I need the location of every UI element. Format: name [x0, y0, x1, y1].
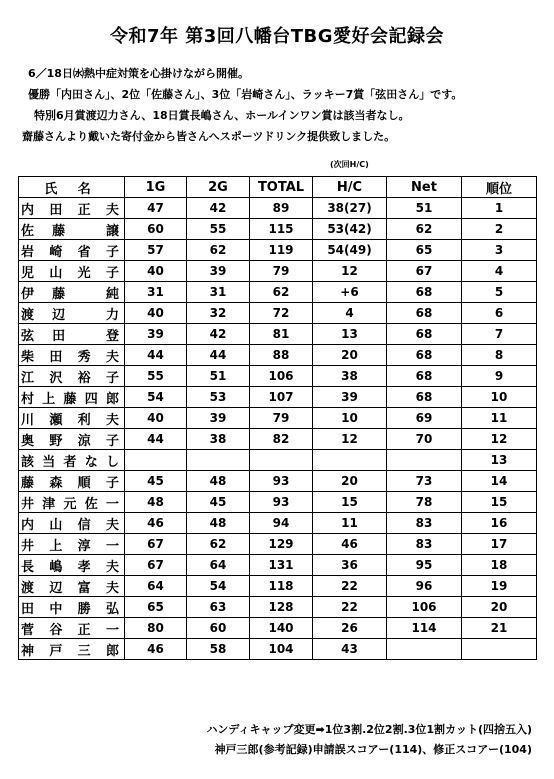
player-name-cell: 弦田 登 [19, 324, 125, 345]
score-total-cell: 62 [250, 282, 313, 303]
score-1g-cell: 31 [125, 282, 187, 303]
player-name-cell: 児山光子 [19, 261, 125, 282]
score-total-cell: 119 [250, 240, 313, 261]
net-score-cell: 78 [387, 492, 462, 513]
table-row [19, 471, 537, 492]
handicap-cell: 12 [313, 429, 387, 450]
score-2g-cell: 62 [187, 534, 250, 555]
note-line: 特別6月賞渡辺力さん、18日賞長嶋さん、ホールインワン賞は該当者なし。 [34, 109, 410, 122]
score-2g-cell: 38 [187, 429, 250, 450]
score-total-cell [250, 450, 313, 471]
rank-cell: 9 [462, 366, 537, 387]
table-row [19, 555, 537, 576]
table-header-row [19, 177, 537, 198]
score-1g-cell: 40 [125, 303, 187, 324]
player-name-cell: 内山信夫 [19, 513, 125, 534]
table-row [19, 261, 537, 282]
score-1g-cell: 67 [125, 534, 187, 555]
player-name-cell: 柴田秀夫 [19, 345, 125, 366]
header-total: TOTAL [250, 177, 313, 198]
score-1g-cell: 40 [125, 408, 187, 429]
player-name-cell: 菅谷正一 [19, 618, 125, 639]
table-row [19, 198, 537, 219]
player-name-cell: 田中勝弘 [19, 597, 125, 618]
note-line: 6／18日㈬熱中症対策を心掛けながら開催。 [28, 67, 249, 80]
table-row [19, 219, 537, 240]
handicap-cell: 15 [313, 492, 387, 513]
rank-cell: 10 [462, 387, 537, 408]
table-row [19, 366, 537, 387]
score-2g-cell: 31 [187, 282, 250, 303]
net-score-cell: 114 [387, 618, 462, 639]
table-row [19, 429, 537, 450]
table-row [19, 387, 537, 408]
rank-cell: 20 [462, 597, 537, 618]
handicap-cell: 38 [313, 366, 387, 387]
table-row [19, 576, 537, 597]
score-total-cell: 131 [250, 555, 313, 576]
handicap-cell: 53(42) [313, 219, 387, 240]
score-1g-cell: 48 [125, 492, 187, 513]
rank-cell: 12 [462, 429, 537, 450]
score-total-cell: 93 [250, 471, 313, 492]
score-1g-cell: 44 [125, 429, 187, 450]
rank-cell: 17 [462, 534, 537, 555]
score-total-cell: 118 [250, 576, 313, 597]
rank-cell: 1 [462, 198, 537, 219]
score-2g-cell: 55 [187, 219, 250, 240]
net-score-cell: 51 [387, 198, 462, 219]
rank-cell: 18 [462, 555, 537, 576]
score-2g-cell [187, 450, 250, 471]
score-2g-cell: 39 [187, 261, 250, 282]
player-name-cell: 神戸三郎 [19, 639, 125, 660]
net-score-cell: 83 [387, 513, 462, 534]
player-name-cell: 江沢裕子 [19, 366, 125, 387]
handicap-cell: 43 [313, 639, 387, 660]
score-1g-cell [125, 450, 187, 471]
score-2g-cell: 60 [187, 618, 250, 639]
net-score-cell: 68 [387, 303, 462, 324]
table-row [19, 324, 537, 345]
rank-cell: 21 [462, 618, 537, 639]
rank-cell: 3 [462, 240, 537, 261]
score-1g-cell: 64 [125, 576, 187, 597]
player-name-cell: 藤森順子 [19, 471, 125, 492]
net-score-cell: 68 [387, 387, 462, 408]
rank-cell: 2 [462, 219, 537, 240]
handicap-cell: +6 [313, 282, 387, 303]
score-total-cell: 72 [250, 303, 313, 324]
score-2g-cell: 51 [187, 366, 250, 387]
handicap-cell: 20 [313, 345, 387, 366]
table-row [19, 450, 537, 471]
net-score-cell: 68 [387, 345, 462, 366]
handicap-cell: 4 [313, 303, 387, 324]
net-score-cell: 95 [387, 555, 462, 576]
handicap-cell: 36 [313, 555, 387, 576]
score-1g-cell: 46 [125, 513, 187, 534]
header-hc: H/C [313, 177, 387, 198]
handicap-cell [313, 450, 387, 471]
table-row [19, 282, 537, 303]
handicap-cell: 13 [313, 324, 387, 345]
rank-cell: 19 [462, 576, 537, 597]
score-2g-cell: 64 [187, 555, 250, 576]
table-row [19, 240, 537, 261]
note-line: 優勝「内田さん」、2位「佐藤さん」、3位「岩崎さん」、ラッキー7賞「弦田さん」です。 [28, 88, 463, 101]
score-total-cell: 82 [250, 429, 313, 450]
net-score-cell: 73 [387, 471, 462, 492]
score-1g-cell: 47 [125, 198, 187, 219]
score-total-cell: 94 [250, 513, 313, 534]
score-2g-cell: 42 [187, 324, 250, 345]
player-name-cell: 村上藤四郎 [19, 387, 125, 408]
score-2g-cell: 58 [187, 639, 250, 660]
score-2g-cell: 44 [187, 345, 250, 366]
score-1g-cell: 39 [125, 324, 187, 345]
net-score-cell: 69 [387, 408, 462, 429]
score-1g-cell: 55 [125, 366, 187, 387]
handicap-cell: 20 [313, 471, 387, 492]
score-total-cell: 88 [250, 345, 313, 366]
table-row [19, 639, 537, 660]
score-1g-cell: 46 [125, 639, 187, 660]
header-rank: 順位 [462, 177, 537, 198]
net-score-cell: 65 [387, 240, 462, 261]
net-score-cell: 62 [387, 219, 462, 240]
net-score-cell [387, 450, 462, 471]
rank-cell: 16 [462, 513, 537, 534]
player-name-cell: 井津元佐一 [19, 492, 125, 513]
player-name-cell: 長嶋孝夫 [19, 555, 125, 576]
score-total-cell: 140 [250, 618, 313, 639]
score-2g-cell: 48 [187, 513, 250, 534]
rank-cell: 13 [462, 450, 537, 471]
score-total-cell: 81 [250, 324, 313, 345]
player-name-cell: 佐藤 譲 [19, 219, 125, 240]
score-2g-cell: 48 [187, 471, 250, 492]
reference-note: 神戸三郎(参考記録)申請誤スコアー(114)、修正スコアー(104) [214, 743, 532, 756]
score-total-cell: 79 [250, 408, 313, 429]
player-name-cell: 渡辺 力 [19, 303, 125, 324]
score-2g-cell: 45 [187, 492, 250, 513]
net-score-cell: 70 [387, 429, 462, 450]
net-score-cell: 68 [387, 366, 462, 387]
player-name-cell: 渡辺富夫 [19, 576, 125, 597]
next-hc-label: (次回H/C) [330, 160, 369, 169]
table-row [19, 513, 537, 534]
score-1g-cell: 60 [125, 219, 187, 240]
table-row [19, 303, 537, 324]
score-1g-cell: 54 [125, 387, 187, 408]
player-name-cell: 奥野涼子 [19, 429, 125, 450]
score-total-cell: 89 [250, 198, 313, 219]
table-row [19, 345, 537, 366]
score-1g-cell: 57 [125, 240, 187, 261]
score-2g-cell: 63 [187, 597, 250, 618]
table-row [19, 618, 537, 639]
score-1g-cell: 40 [125, 261, 187, 282]
net-score-cell: 68 [387, 324, 462, 345]
score-total-cell: 107 [250, 387, 313, 408]
handicap-cell: 22 [313, 597, 387, 618]
handicap-cell: 39 [313, 387, 387, 408]
table-row [19, 408, 537, 429]
player-name-cell: 井上淳一 [19, 534, 125, 555]
handicap-cell: 10 [313, 408, 387, 429]
table-row [19, 492, 537, 513]
rank-cell: 8 [462, 345, 537, 366]
page-title: 令和7年 第3回八幡台TBG愛好会記録会 [109, 26, 445, 47]
player-name-cell: 伊藤 純 [19, 282, 125, 303]
score-2g-cell: 32 [187, 303, 250, 324]
net-score-cell: 96 [387, 576, 462, 597]
score-total-cell: 104 [250, 639, 313, 660]
score-2g-cell: 42 [187, 198, 250, 219]
handicap-cell: 12 [313, 261, 387, 282]
rank-cell: 6 [462, 303, 537, 324]
footer-notes [206, 720, 532, 760]
score-total-cell: 129 [250, 534, 313, 555]
score-2g-cell: 39 [187, 408, 250, 429]
rank-cell: 7 [462, 324, 537, 345]
net-score-cell: 68 [387, 282, 462, 303]
handicap-note: ハンディキャップ変更➡1位3割.2位2割.3位1割カット(四捨五入) [206, 723, 532, 736]
rank-cell: 5 [462, 282, 537, 303]
rank-cell: 11 [462, 408, 537, 429]
note-line: 齋藤さんより戴いた寄付金から皆さんへスポーツドリンク提供致しました。 [22, 130, 396, 143]
player-name-cell: 該当者なし [19, 450, 125, 471]
event-notes [22, 63, 548, 147]
score-total-cell: 115 [250, 219, 313, 240]
net-score-cell: 67 [387, 261, 462, 282]
player-name-cell: 岩崎省子 [19, 240, 125, 261]
score-2g-cell: 62 [187, 240, 250, 261]
score-total-cell: 93 [250, 492, 313, 513]
net-score-cell [387, 639, 462, 660]
header-name: 氏 名 [19, 177, 125, 198]
player-name-cell: 川瀬利夫 [19, 408, 125, 429]
player-name-cell: 内田正夫 [19, 198, 125, 219]
score-2g-cell: 53 [187, 387, 250, 408]
rank-cell: 4 [462, 261, 537, 282]
table-row [19, 597, 537, 618]
score-total-cell: 128 [250, 597, 313, 618]
net-score-cell: 83 [387, 534, 462, 555]
score-2g-cell: 54 [187, 576, 250, 597]
score-total-cell: 106 [250, 366, 313, 387]
table-row [19, 534, 537, 555]
header-2g: 2G [187, 177, 250, 198]
handicap-cell: 38(27) [313, 198, 387, 219]
header-net: Net [387, 177, 462, 198]
rank-cell [462, 639, 537, 660]
score-total-cell: 79 [250, 261, 313, 282]
results-table [18, 176, 537, 660]
handicap-cell: 54(49) [313, 240, 387, 261]
net-score-cell: 106 [387, 597, 462, 618]
score-1g-cell: 67 [125, 555, 187, 576]
header-1g: 1G [125, 177, 187, 198]
handicap-cell: 11 [313, 513, 387, 534]
score-1g-cell: 45 [125, 471, 187, 492]
handicap-cell: 26 [313, 618, 387, 639]
score-1g-cell: 65 [125, 597, 187, 618]
score-1g-cell: 44 [125, 345, 187, 366]
score-1g-cell: 80 [125, 618, 187, 639]
rank-cell: 15 [462, 492, 537, 513]
rank-cell: 14 [462, 471, 537, 492]
handicap-cell: 46 [313, 534, 387, 555]
handicap-cell: 22 [313, 576, 387, 597]
